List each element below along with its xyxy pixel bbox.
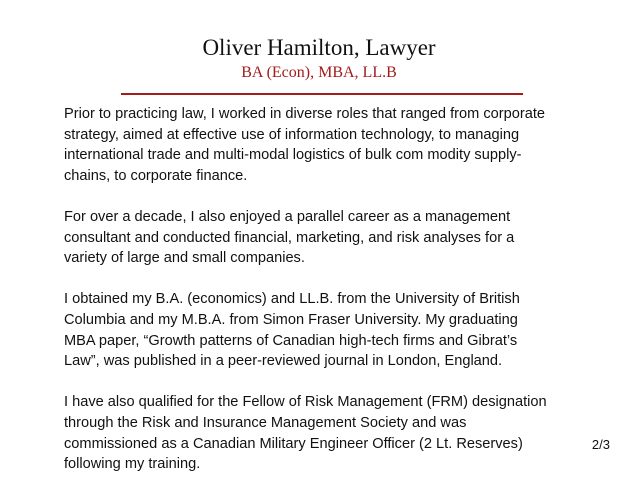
title-divider bbox=[121, 93, 523, 95]
paragraph-career: Prior to practicing law, I worked in diverse roles that ranged from corporate strategy, aimed at effective use of information technology, to managing international trade and multi-modal logistics of bulk com modity supply- chains, to corporate finance. bbox=[64, 106, 546, 184]
page-number: 2/3 bbox=[591, 437, 610, 452]
page-subtitle: BA (Econ), MBA, LL.B bbox=[241, 64, 397, 81]
page-title: Oliver Hamilton, Lawyer bbox=[202, 35, 436, 60]
paragraph-qualifications: I have also qualified for the Fellow of Risk Management (FRM) designation through the Risk and Insurance Management Society and was commissioned as a Canadian Military Engineer Officer (2 Lt. Reserves) following my training. bbox=[64, 394, 547, 473]
body-text bbox=[64, 104, 604, 475]
paragraph-education: I obtained my B.A. (economics) and LL.B. from the University of British Columbia and my M.B.A. from Simon Fraser University. My graduating MBA paper, “Growth patterns of Canadian high-tech firms and Gibrat’s Law”, was published in a peer-reviewed journal in London, England. bbox=[64, 291, 520, 370]
paragraph-consulting: For over a decade, I also enjoyed a parallel career as a management consultant and conducted financial, marketing, and risk analyses for a variety of large and small companies. bbox=[64, 208, 515, 267]
